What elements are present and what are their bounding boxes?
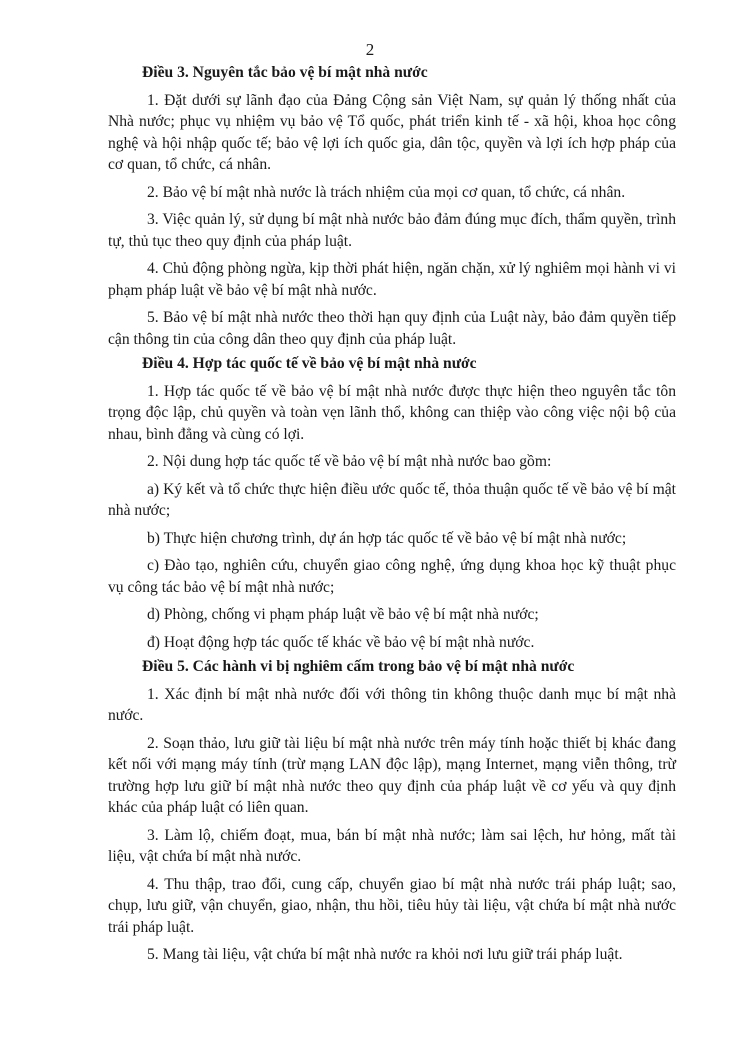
article-3-clause-5: 5. Bảo vệ bí mật nhà nước theo thời hạn quy định của Luật này, bảo đảm quyền tiếp cận thông tin của công dân theo quy định của pháp luật.: [108, 309, 676, 348]
article-5-clause-3: 3. Làm lộ, chiếm đoạt, mua, bán bí mật nhà nước; làm sai lệch, hư hỏng, mất tài liệu, vật chứa bí mật nhà nước.: [108, 826, 676, 865]
article-4-point-c: c) Đào tạo, nghiên cứu, chuyển giao công nghệ, ứng dụng khoa học kỹ thuật phục vụ công tác bảo vệ bí mật nhà nước;: [108, 557, 676, 596]
article-5-clause-4: 4. Thu thập, trao đổi, cung cấp, chuyển giao bí mật nhà nước trái pháp luật; sao, chụp, lưu giữ, vận chuyển, giao, nhận, thu hồi, tiêu hủy tài liệu, vật chứa bí mật nhà nước trái pháp luật.: [108, 875, 676, 936]
article-3-clause-2: 2. Bảo vệ bí mật nhà nước là trách nhiệm của mọi cơ quan, tổ chức, cá nhân.: [147, 183, 626, 201]
article-5-clause-5: 5. Mang tài liệu, vật chứa bí mật nhà nước ra khỏi nơi lưu giữ trái pháp luật.: [147, 946, 623, 963]
article-5-heading: Điều 5. Các hành vi bị nghiêm cấm trong bảo vệ bí mật nhà nước: [142, 658, 575, 675]
page-number: 2: [365, 40, 375, 59]
article-4-clause-2: 2. Nội dung hợp tác quốc tế về bảo vệ bí mật nhà nước bao gồm:: [147, 453, 552, 470]
article-4-point-a: a) Ký kết và tổ chức thực hiện điều ước quốc tế, thỏa thuận quốc tế về bảo vệ bí mật nhà nước;: [108, 480, 676, 519]
article-3-clause-4: 4. Chủ động phòng ngừa, kịp thời phát hiện, ngăn chặn, xử lý nghiêm mọi hành vi vi phạm pháp luật về bảo vệ bí mật nhà nước.: [108, 260, 676, 299]
article-4-clause-1: 1. Hợp tác quốc tế về bảo vệ bí mật nhà nước được thực hiện theo nguyên tắc tôn trọng độc lập, chủ quyền và toàn vẹn lãnh thổ, không can thiệp vào công việc nội bộ của nhau, bình đẳng và cùng có lợi.: [108, 382, 676, 443]
article-4-heading: Điều 4. Hợp tác quốc tế về bảo vệ bí mật nhà nước: [142, 355, 477, 372]
article-4-point-d: d) Phòng, chống vi phạm pháp luật về bảo vệ bí mật nhà nước;: [147, 606, 539, 623]
document-body: [108, 62, 676, 972]
article-3-heading: Điều 3. Nguyên tắc bảo vệ bí mật nhà nước: [142, 64, 428, 81]
article-4-point-dd: đ) Hoạt động hợp tác quốc tế khác về bảo vệ bí mật nhà nước.: [147, 633, 535, 651]
article-5-clause-1: 1. Xác định bí mật nhà nước đối với thông tin không thuộc danh mục bí mật nhà nước.: [108, 685, 676, 724]
article-4-point-b: b) Thực hiện chương trình, dự án hợp tác quốc tế về bảo vệ bí mật nhà nước;: [147, 529, 627, 547]
article-3-clause-3: 3. Việc quản lý, sử dụng bí mật nhà nước bảo đảm đúng mục đích, thẩm quyền, trình tự, thủ tục theo quy định của pháp luật.: [108, 211, 676, 250]
article-5-clause-2: 2. Soạn thảo, lưu giữ tài liệu bí mật nhà nước trên máy tính hoặc thiết bị khác đang kết nối với mạng máy tính (trừ mạng LAN độc lập), mạng Internet, mạng viễn thông, trừ trường hợp lưu giữ bí mật nhà nước theo quy định của pháp luật về cơ yếu và quy định khác của pháp luật có liên quan.: [108, 734, 676, 816]
article-3-clause-1: 1. Đặt dưới sự lãnh đạo của Đảng Cộng sản Việt Nam, sự quản lý thống nhất của Nhà nước; phục vụ nhiệm vụ bảo vệ Tổ quốc, phát triển kinh tế - xã hội, khoa học công nghệ và hội nhập quốc tế; bảo vệ lợi ích quốc gia, dân tộc, quyền và lợi ích hợp pháp của cơ quan, tổ chức, cá nhân.: [108, 91, 676, 173]
